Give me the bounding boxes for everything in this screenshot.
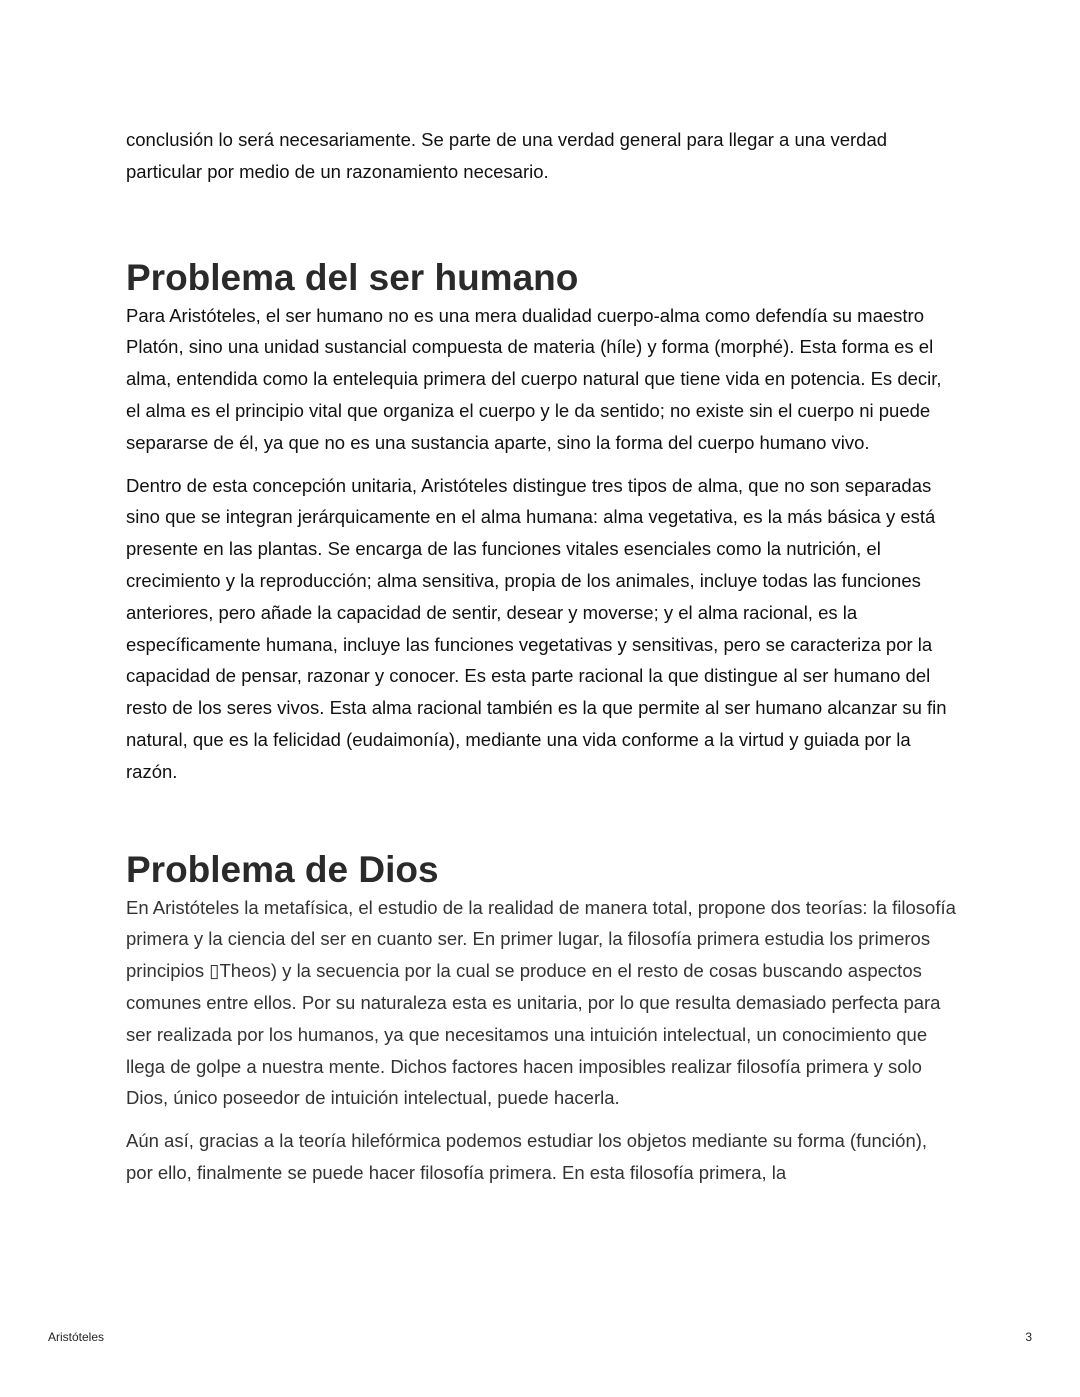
god-paragraph-1: En Aristóteles la metafísica, el estudio de la realidad de manera total, propone dos teorías: la filosofía primera y la ciencia del ser en cuanto ser. En primer lugar, la filosofía primera estudia los primeros principios ▯Theos) y la secuencia por la cual se produce en el resto de cosas buscando aspectos comunes entre ellos. Por su naturaleza esta es unitaria, por lo que resulta demasiado perfecta para ser realizada por los humanos, ya que necesitamos una intuición intelectual, un conocimiento que llega de golpe a nuestra mente. Dichos factores hacen imposibles realizar filosofía primera y solo Dios, único poseedor de intuición intelectual, puede hacerla.: [126, 896, 956, 1109]
section-title-human: Problema del ser humano: [126, 256, 579, 298]
document-page: [126, 124, 956, 1189]
footer-title: Aristóteles: [48, 1330, 105, 1344]
god-paragraph-2: Aún así, gracias a la teoría hilefórmica podemos estudiar los objetos mediante su forma (función), por ello, finalmente se puede hacer filosofía primera. En esta filosofía primera, la: [126, 1130, 928, 1183]
page-number: 3: [1025, 1330, 1032, 1344]
intro-paragraph: conclusión lo será necesariamente. Se parte de una verdad general para llegar a una verdad particular por medio de un razonamiento necesario.: [126, 129, 888, 182]
section-title-god: Problema de Dios: [126, 848, 439, 890]
human-paragraph-1: Para Aristóteles, el ser humano no es una mera dualidad cuerpo-alma como defendía su maestro Platón, sino una unidad sustancial compuesta de materia (híle) y forma (morphé). Esta forma es el alma, entendida como la entelequia primera del cuerpo natural que tiene vida en potencia. Es decir, el alma es el principio vital que organiza el cuerpo y le da sentido; no existe sin el cuerpo ni puede separarse de él, ya que no es una sustancia aparte, sino la forma del cuerpo humano vivo.: [126, 304, 942, 453]
human-paragraph-2: Dentro de esta concepción unitaria, Aristóteles distingue tres tipos de alma, que no son separadas sino que se integran jerárquicamente en el alma humana: alma vegetativa, es la más básica y está presente en las plantas. Se encarga de las funciones vitales esenciales como la nutrición, el crecimiento y la reproducción; alma sensitiva, propia de los animales, incluye todas las funciones anteriores, pero añade la capacidad de sentir, desear y moverse; y el alma racional, es la específicamente humana, incluye las funciones vegetativas y sensitivas, pero se caracteriza por la capacidad de pensar, razonar y conocer. Es esta parte racional la que distingue al ser humano del resto de los seres vivos. Esta alma racional también es la que permite al ser humano alcanzar su fin natural, que es la felicidad (eudaimonía), mediante una vida conforme a la virtud y guiada por la razón.: [126, 474, 947, 782]
